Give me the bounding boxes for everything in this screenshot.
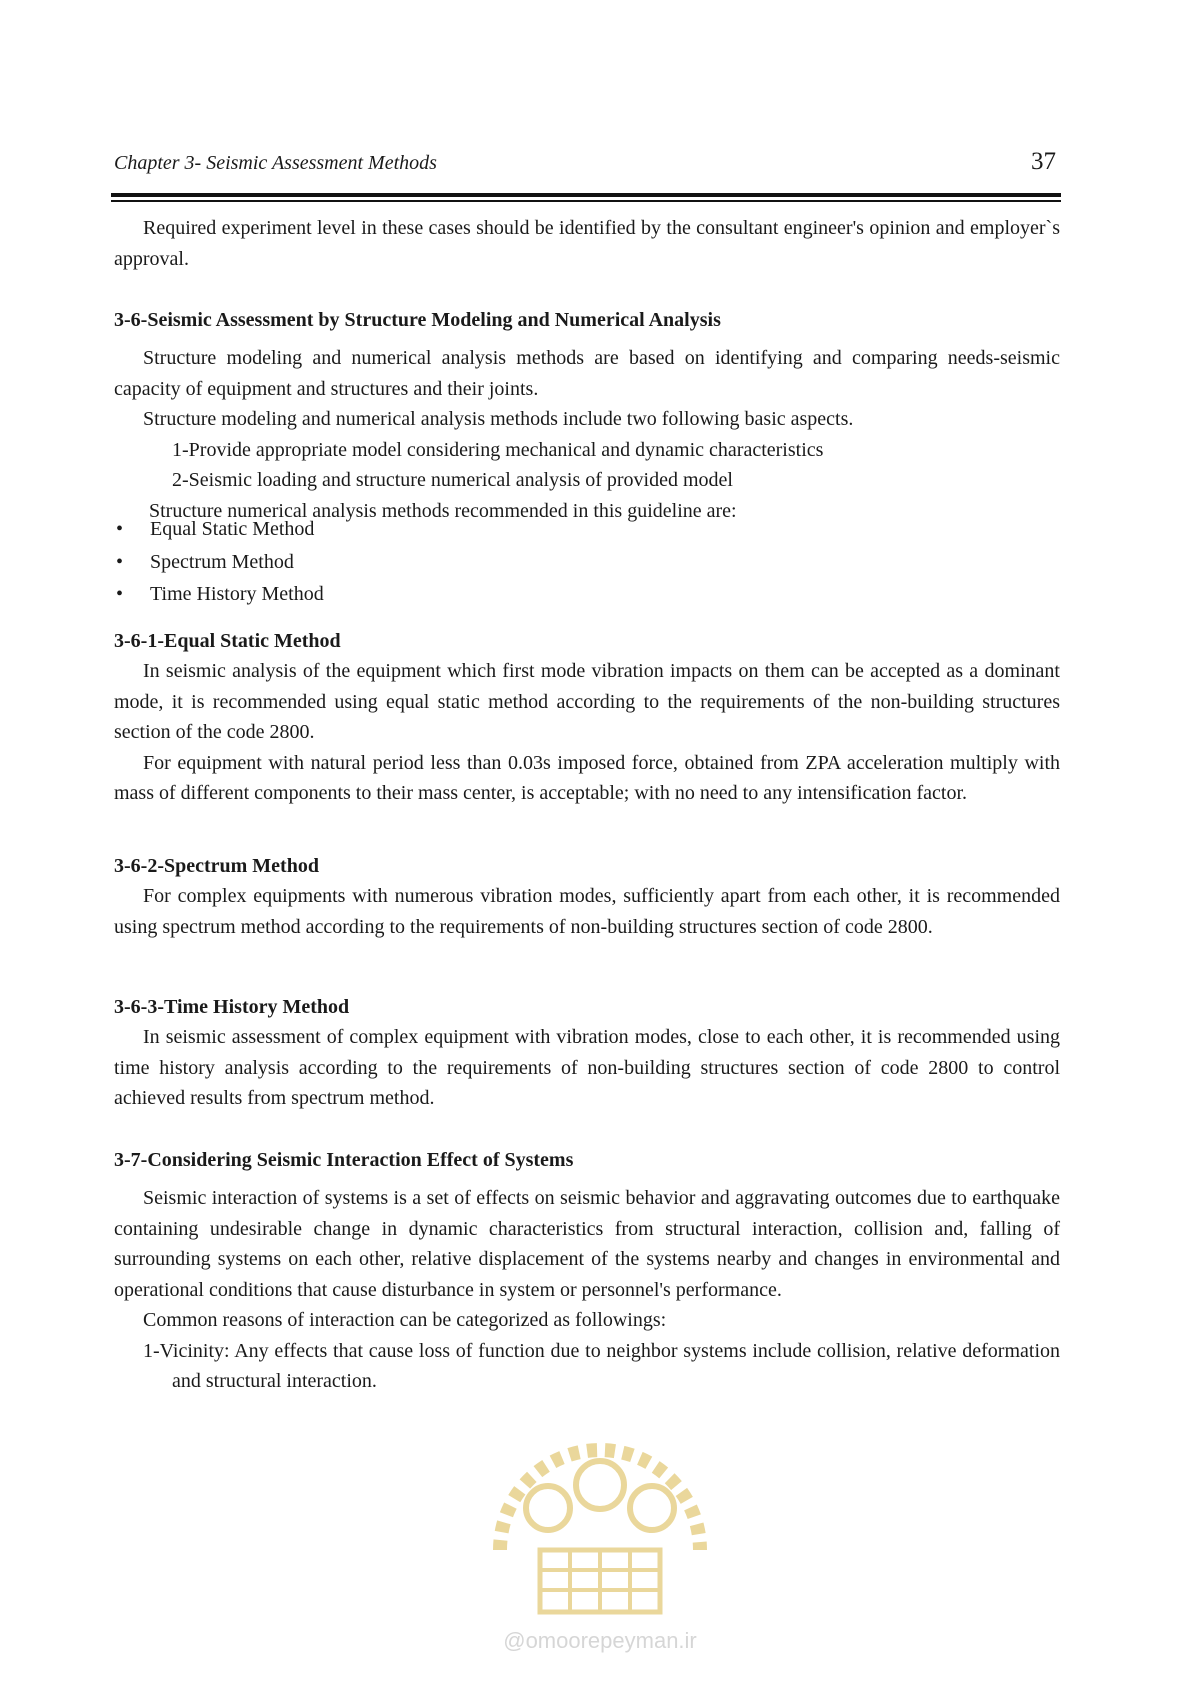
- list-item: • Equal Static Method: [114, 513, 1060, 546]
- aspect-item-1: 1-Provide appropriate model considering mechanical and dynamic characteristics: [172, 438, 824, 461]
- watermark-text: @omoorepeyman.ir: [503, 1628, 697, 1653]
- paragraph: For complex equipments with numerous vibration modes, sufficiently apart from each other, it is recommended using spectrum method according to the requirements of non-building structures section of code 2800.: [114, 885, 1060, 938]
- list-item: • Spectrum Method: [114, 546, 1060, 579]
- paragraph: Structure modeling and numerical analysis methods include two following basic aspects.: [143, 408, 854, 430]
- reason-item-1: 1-Vicinity: Any effects that cause loss of function due to neighbor systems include collision, relative deformation and structural interaction.: [143, 1339, 1060, 1392]
- paragraph: In seismic assessment of complex equipment with vibration modes, close to each other, it is recommended using time history analysis according to the requirements of non-building structures section of code 2800 to control achieved results from spectrum method.: [114, 1026, 1060, 1109]
- section-3-6-1: [114, 626, 1060, 809]
- page-number: 37: [1031, 148, 1056, 175]
- bullet-icon: •: [116, 583, 124, 605]
- methods-intro: Structure numerical analysis methods recommended in this guideline are:: [149, 499, 737, 522]
- reasons-intro: Common reasons of interaction can be categorized as followings:: [143, 1309, 667, 1331]
- section-3-6: [114, 305, 1060, 335]
- section-heading: 3-6-2-Spectrum Method: [114, 855, 319, 877]
- intro-block: [114, 213, 1060, 274]
- bullet-icon: •: [116, 518, 124, 540]
- header-rule-thin: [111, 200, 1061, 202]
- chapter-title: Chapter 3- Seismic Assessment Methods: [114, 152, 437, 174]
- section-heading: 3-6-Seismic Assessment by Structure Modeling and Numerical Analysis: [114, 309, 721, 331]
- aspect-item-2: 2-Seismic loading and structure numerical analysis of provided model: [172, 469, 733, 491]
- paragraph: In seismic analysis of the equipment which first mode vibration impacts on them can be accepted as a dominant mode, it is recommended using equal static method according to the requirements of the non-building structures section of the code 2800.: [114, 660, 1060, 743]
- paragraph: Seismic interaction of systems is a set of effects on seismic behavior and aggravating outcomes due to earthquake containing undesirable change in dynamic characteristics from structural interaction, collision and, falling of surrounding systems on each other, relative displacement of the systems nearby and changes in environmental and operational conditions that cause disturbance in system or personnel's performance.: [114, 1187, 1060, 1301]
- section-3-6-2: [114, 851, 1060, 942]
- bullet-icon: •: [116, 550, 124, 573]
- running-header: [114, 148, 1060, 180]
- paragraph: For equipment with natural period less than 0.03s imposed force, obtained from ZPA acceleration multiply with mass of different components to their mass center, is acceptable; with no need to any intensification factor.: [114, 751, 1060, 804]
- header-rule-thick: [111, 193, 1061, 197]
- intro-paragraph: Required experiment level in these cases should be identified by the consultant engineer's opinion and employer`s approval.: [114, 217, 1060, 270]
- watermark-logo: [460, 1400, 740, 1668]
- list-item: • Time History Method: [114, 578, 1060, 611]
- gear-emblem-icon: [460, 1400, 740, 1625]
- methods-list: [114, 513, 1060, 611]
- paragraph: Structure modeling and numerical analysis methods are based on identifying and comparing needs-seismic capacity of equipment and structures and their joints.: [114, 347, 1060, 400]
- methods-list-block: [114, 513, 1060, 611]
- section-heading: 3-6-3-Time History Method: [114, 996, 350, 1018]
- section-3-7-body: [114, 1183, 1060, 1397]
- section-heading: 3-7-Considering Seismic Interaction Effect of Systems: [114, 1149, 574, 1171]
- section-3-6-3: [114, 992, 1060, 1114]
- section-3-6-body: [114, 343, 1060, 526]
- section-heading: 3-6-1-Equal Static Method: [114, 630, 341, 652]
- section-3-7: [114, 1145, 1060, 1175]
